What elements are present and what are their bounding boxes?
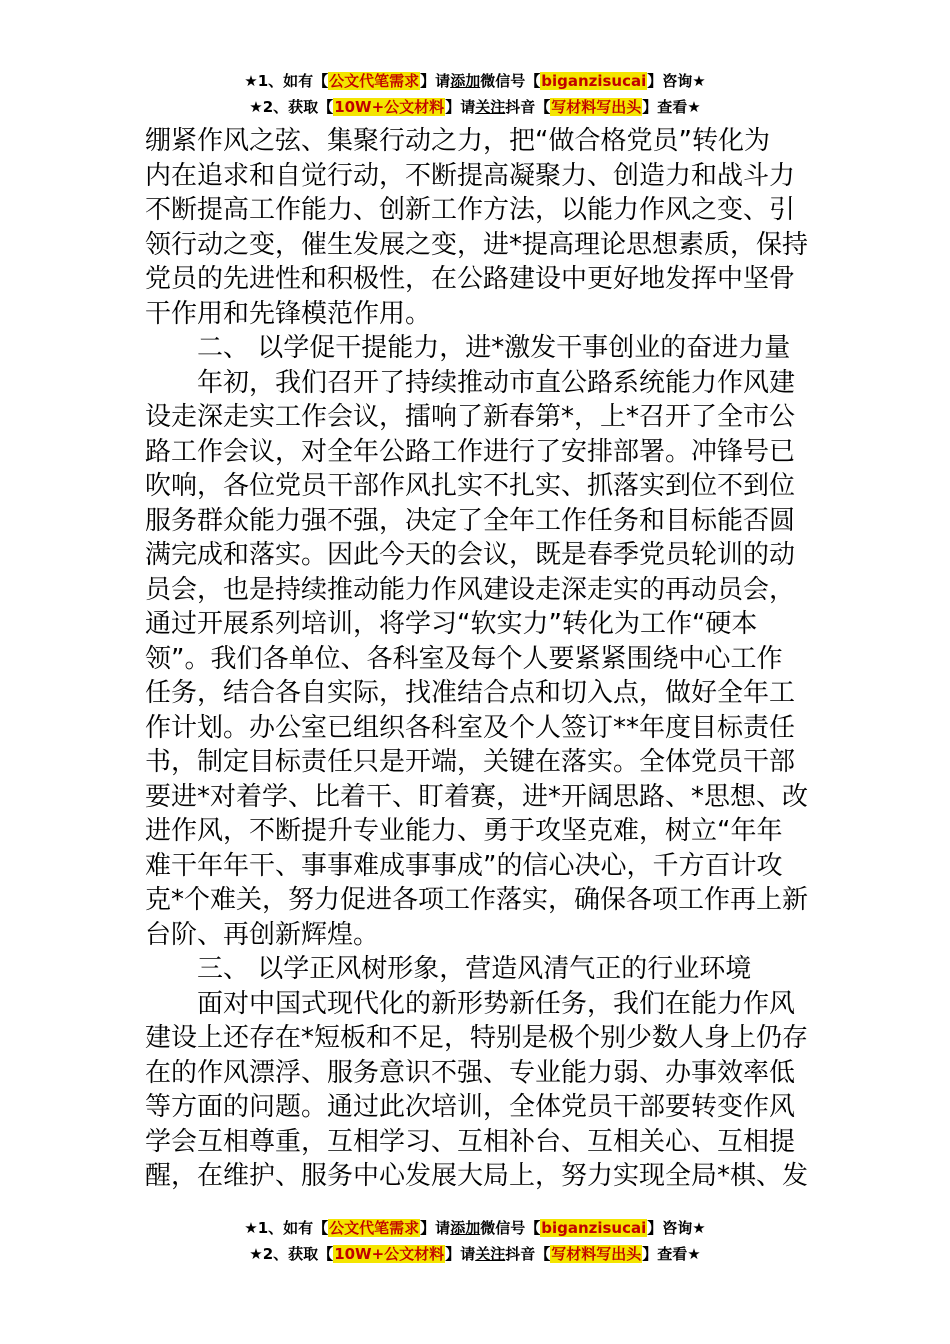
promo-text: 】请 [420, 72, 451, 90]
body-line: 难干年年干、事事难成事事成”的信心决心，千方百计攻 [145, 850, 783, 881]
body-line: 内在追求和自觉行动，不断提高凝聚力、创造力和战斗力 [145, 160, 796, 191]
body-line: 服务群众能力强不强，决定了全年工作任务和目标能否圆 [145, 505, 796, 536]
body-line: 领行动之变，催生发展之变，进*提高理论思想素质，保持 [145, 229, 809, 260]
promo-text: 】请 [445, 98, 476, 116]
promo-line-1 [0, 1215, 950, 1241]
body-line: 设走深走实工作会议，擂响了新春第*，上*召开了全市公 [145, 402, 796, 432]
promo-text: 】咨询★ [647, 72, 706, 90]
promo-text: ★2、获取【 [249, 98, 334, 116]
section-heading: 二、 以学促干提能力，进*激发干事创业的奋进力量 [197, 333, 791, 363]
body-line: 年初，我们召开了持续推动市直公路系统能力作风建 [197, 367, 796, 398]
body-line: 书，制定目标责任只是开端，关键在落实。全体党员干部 [145, 747, 796, 777]
promo-highlight-wechat: biganzisucai [541, 1219, 647, 1237]
promo-text: 】查看★ [642, 1245, 701, 1263]
body-line: 党员的先进性和积极性，在公路建设中更好地发挥中坚骨 [145, 264, 796, 294]
promo-underlined: 添加 [450, 72, 481, 90]
promo-text: 抖音【 [505, 98, 551, 116]
promo-highlight-service: 公文代笔需求 [329, 1219, 420, 1237]
body-line: 干作用和先锋模范作用。 [145, 298, 432, 329]
promo-highlight-wechat: biganzisucai [541, 72, 647, 90]
promo-banner-top [0, 68, 950, 120]
promo-text: 】查看★ [642, 98, 701, 116]
body-line: 任务，结合各自实际，找准结合点和切入点，做好全年工 [145, 678, 796, 708]
body-line: 要进*对着学、比着干、盯着赛，进*开阔思路、*思想、改 [145, 781, 809, 812]
promo-text: ★2、获取【 [249, 1245, 334, 1263]
promo-text: 微信号【 [480, 72, 541, 90]
body-line: 路工作会议，对全年公路工作进行了安排部署。冲锋号已 [145, 436, 796, 467]
promo-text: ★1、如有【 [244, 1219, 329, 1237]
body-line: 满完成和落实。因此今天的会议，既是春季党员轮训的动 [145, 540, 796, 570]
promo-highlight-material: 10W+公文材料 [334, 1245, 445, 1263]
body-line: 不断提高工作能力、创新工作方法，以能力作风之变、引 [145, 195, 796, 225]
body-line: 学会互相尊重，互相学习、互相补台、互相关心、互相提 [145, 1126, 796, 1157]
body-line: 通过开展系列培训，将学习“软实力”转化为工作“硬本 [145, 609, 758, 639]
body-line: 领”。我们各单位、各科室及每个人要紧紧围绕中心工作 [145, 643, 783, 674]
body-line: 绷紧作风之弦、集聚行动之力，把“做合格党员”转化为 [145, 126, 770, 156]
promo-text: 】请 [445, 1245, 476, 1263]
promo-line-2 [0, 1241, 950, 1267]
promo-text: 抖音【 [505, 1245, 551, 1263]
body-line: 作计划。办公室已组织各科室及个人签订**年度目标责任 [145, 712, 796, 743]
promo-text: 】咨询★ [647, 1219, 706, 1237]
body-line: 员会，也是持续推动能力作风建设走深走实的再动员会， [145, 574, 796, 605]
promo-text: 】请 [420, 1219, 451, 1237]
promo-line-2 [0, 94, 950, 120]
body-line: 建设上还存在*短板和不足，特别是极个别少数人身上仍存 [145, 1023, 809, 1053]
promo-underlined: 关注 [475, 1245, 506, 1263]
promo-highlight-douyin: 写材料写出头 [551, 1245, 642, 1263]
promo-underlined: 关注 [475, 98, 506, 116]
body-line: 等方面的问题。通过此次培训，全体党员干部要转变作风 [145, 1092, 796, 1122]
document-body [145, 124, 809, 1194]
promo-text: ★1、如有【 [244, 72, 329, 90]
section-heading: 三、 以学正风树形象，营造风清气正的行业环境 [197, 954, 752, 984]
promo-highlight-service: 公文代笔需求 [329, 72, 420, 90]
promo-line-1 [0, 68, 950, 94]
promo-underlined: 添加 [450, 1219, 481, 1237]
body-line: 台阶、再创新辉煌。 [145, 919, 380, 950]
promo-highlight-material: 10W+公文材料 [334, 98, 445, 116]
promo-highlight-douyin: 写材料写出头 [551, 98, 642, 116]
body-line: 吹响，各位党员干部作风扎实不扎实、抓落实到位不到位 [145, 471, 796, 501]
promo-text: 微信号【 [480, 1219, 541, 1237]
body-line: 醒，在维护、服务中心发展大局上，努力实现全局*棋、发 [145, 1161, 809, 1191]
body-line: 克*个难关，努力促进各项工作落实，确保各项工作再上新 [145, 885, 809, 915]
body-line: 面对中国式现代化的新形势新任务，我们在能力作风 [197, 988, 796, 1019]
body-line: 进作风，不断提升专业能力、勇于攻坚克难，树立“年年 [145, 816, 783, 846]
body-line: 在的作风漂浮、服务意识不强、专业能力弱、办事效率低 [145, 1057, 796, 1088]
promo-banner-bottom [0, 1215, 950, 1267]
